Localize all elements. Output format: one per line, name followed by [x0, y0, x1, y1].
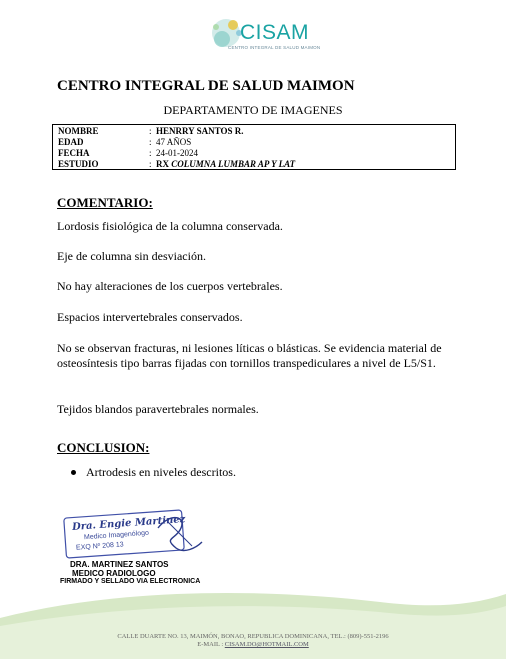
info-value: 24-01-2024 [156, 148, 198, 158]
comentario-paragraph: Lordosis fisiológica de la columna conservada. [57, 219, 283, 233]
patient-info-box: NOMBRE : HENRRY SANTOS R. EDAD : 47 AÑOS FECHA : 24-01-2024 ESTUDIO : RX COLUMNA LUMBAR AP Y LAT [52, 124, 456, 170]
footer-email-label: E-MAIL : [197, 641, 224, 648]
comentario-paragraph: No se observan fracturas, ni lesiones líticas o blásticas. Se evidencia material de osteosíntesis tipo barras fijadas con tornillos transpediculares a nivel de L5/S1. [57, 341, 442, 370]
info-key: NOMBRE [58, 126, 99, 136]
cisam-logo [206, 11, 321, 57]
conclusion-item: Artrodesis en niveles descritos. [86, 465, 236, 479]
info-key: EDAD [58, 137, 84, 147]
comentario-paragraph: Eje de columna sin desviación. [57, 249, 206, 263]
footer-email-link[interactable]: CISAM.DO@HOTMAIL.COM [224, 641, 309, 648]
info-value: 47 AÑOS [156, 137, 192, 147]
logo-name: CISAM [240, 21, 310, 44]
info-key: FECHA [58, 148, 90, 158]
stamp-exq: EXQ Nº 208 13 [75, 541, 124, 552]
bullet-icon [71, 470, 76, 475]
stamp-name: Dra. Engie Martinez [71, 514, 186, 533]
page-title: CENTRO INTEGRAL DE SALUD MAIMON [57, 78, 355, 94]
study-name: COLUMNA LUMBAR AP Y LAT [171, 159, 296, 169]
logo-subtitle: CENTRO INTEGRAL DE SALUD MAIMON [228, 45, 321, 50]
signer-name: DRA. MARTINEZ SANTOS [70, 560, 169, 569]
comentario-heading: COMENTARIO: [57, 195, 153, 210]
stamp-role: Medico Imagenólogo [83, 529, 150, 542]
signature-note: FIRMADO Y SELLADO VIA ELECTRONICA [60, 578, 201, 585]
info-value: HENRRY SANTOS R. [156, 126, 244, 136]
footer-address: CALLE DUARTE NO. 13, MAIMÓN, BONAO, REPUBLICA DOMINICANA, TEL.: (809)-551-2196 [117, 633, 389, 640]
comentario-paragraph: Espacios intervertebrales conservados. [57, 310, 243, 324]
comentario-paragraph: Tejidos blandos paravertebrales normales. [57, 402, 259, 416]
study-prefix: RX [156, 159, 169, 169]
signer-role: MEDICO RADIOLOGO [72, 569, 156, 578]
conclusion-heading: CONCLUSION: [57, 440, 150, 455]
department-title: DEPARTAMENTO DE IMAGENES [163, 103, 343, 117]
footer-email-line [0, 641, 506, 648]
footer-wave-decoration [0, 588, 506, 659]
info-key: ESTUDIO [58, 159, 99, 169]
comentario-paragraph: No hay alteraciones de los cuerpos vertebrales. [57, 279, 283, 293]
